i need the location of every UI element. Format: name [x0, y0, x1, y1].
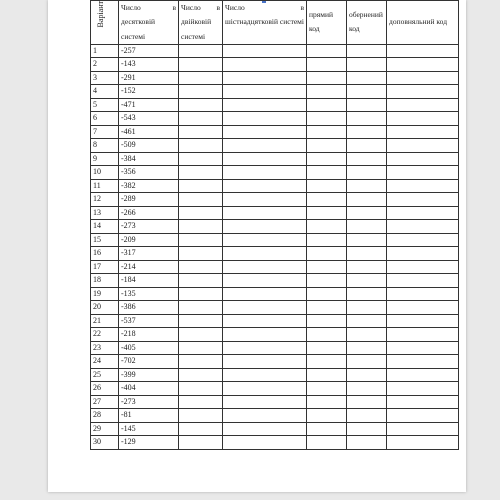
binary-value-cell[interactable] — [179, 314, 223, 328]
table-row — [91, 44, 459, 58]
binary-value-cell[interactable] — [179, 260, 223, 274]
decimal-value-cell: -386 — [119, 301, 179, 315]
decimal-value-cell: -81 — [119, 409, 179, 423]
complement-code-cell[interactable] — [387, 71, 459, 85]
decimal-value-cell: -317 — [119, 247, 179, 261]
complement-code-cell[interactable] — [387, 301, 459, 315]
hex-value-cell[interactable] — [223, 179, 307, 193]
table-body — [91, 44, 459, 449]
variant-cell: 15 — [91, 233, 119, 247]
binary-value-cell[interactable] — [179, 409, 223, 423]
binary-value-cell[interactable] — [179, 58, 223, 72]
complement-code-cell[interactable] — [387, 328, 459, 342]
decimal-value-cell: -214 — [119, 260, 179, 274]
binary-value-cell[interactable] — [179, 341, 223, 355]
direct-code-cell[interactable] — [307, 260, 347, 274]
hex-value-cell[interactable] — [223, 382, 307, 396]
table-row — [91, 395, 459, 409]
binary-value-cell[interactable] — [179, 179, 223, 193]
table-row — [91, 85, 459, 99]
decimal-value-cell: -266 — [119, 206, 179, 220]
direct-code-cell[interactable] — [307, 395, 347, 409]
complement-code-cell[interactable] — [387, 287, 459, 301]
inverse-code-cell[interactable] — [347, 125, 387, 139]
table-row — [91, 58, 459, 72]
binary-value-cell[interactable] — [179, 71, 223, 85]
variant-cell: 20 — [91, 301, 119, 315]
hex-value-cell[interactable] — [223, 206, 307, 220]
table-row — [91, 409, 459, 423]
decimal-value-cell: -143 — [119, 58, 179, 72]
complement-code-cell[interactable] — [387, 260, 459, 274]
complement-code-cell[interactable] — [387, 179, 459, 193]
decimal-value-cell: -145 — [119, 422, 179, 436]
decimal-value-cell: -461 — [119, 125, 179, 139]
hex-value-cell[interactable] — [223, 44, 307, 58]
direct-code-cell[interactable] — [307, 193, 347, 207]
header-binary-label: Число в двійковій системі — [181, 3, 220, 41]
variant-cell: 5 — [91, 98, 119, 112]
decimal-value-cell: -184 — [119, 274, 179, 288]
variant-cell: 28 — [91, 409, 119, 423]
inverse-code-cell[interactable] — [347, 206, 387, 220]
direct-code-cell[interactable] — [307, 58, 347, 72]
variant-cell: 2 — [91, 58, 119, 72]
complement-code-cell[interactable] — [387, 422, 459, 436]
variant-cell: 6 — [91, 112, 119, 126]
direct-code-cell[interactable] — [307, 139, 347, 153]
inverse-code-cell[interactable] — [347, 301, 387, 315]
inverse-code-cell[interactable] — [347, 247, 387, 261]
direct-code-cell[interactable] — [307, 112, 347, 126]
complement-code-cell[interactable] — [387, 152, 459, 166]
binary-value-cell[interactable] — [179, 422, 223, 436]
hex-value-cell[interactable] — [223, 301, 307, 315]
complement-code-cell[interactable] — [387, 112, 459, 126]
complement-code-cell[interactable] — [387, 436, 459, 450]
decimal-value-cell: -218 — [119, 328, 179, 342]
hex-value-cell[interactable] — [223, 328, 307, 342]
complement-code-cell[interactable] — [387, 247, 459, 261]
hex-value-cell[interactable] — [223, 341, 307, 355]
complement-code-cell[interactable] — [387, 193, 459, 207]
binary-value-cell[interactable] — [179, 328, 223, 342]
decimal-value-cell: -289 — [119, 193, 179, 207]
decimal-value-cell: -382 — [119, 179, 179, 193]
table-row — [91, 166, 459, 180]
hex-value-cell[interactable] — [223, 436, 307, 450]
inverse-code-cell[interactable] — [347, 328, 387, 342]
variant-cell: 12 — [91, 193, 119, 207]
header-hex-label: Число в шістнадцятковій системі — [225, 3, 304, 27]
hex-value-cell[interactable] — [223, 166, 307, 180]
binary-value-cell[interactable] — [179, 247, 223, 261]
hex-value-cell[interactable] — [223, 274, 307, 288]
header-direct-code-label: прямий код — [309, 10, 333, 34]
variant-cell: 18 — [91, 274, 119, 288]
direct-code-cell[interactable] — [307, 98, 347, 112]
inverse-code-cell[interactable] — [347, 382, 387, 396]
table-row — [91, 71, 459, 85]
variant-cell: 17 — [91, 260, 119, 274]
variant-cell: 9 — [91, 152, 119, 166]
hex-value-cell[interactable] — [223, 193, 307, 207]
binary-value-cell[interactable] — [179, 125, 223, 139]
complement-code-cell[interactable] — [387, 58, 459, 72]
inverse-code-cell[interactable] — [347, 44, 387, 58]
hex-value-cell[interactable] — [223, 98, 307, 112]
binary-value-cell[interactable] — [179, 44, 223, 58]
table-row — [91, 98, 459, 112]
decimal-value-cell: -129 — [119, 436, 179, 450]
complement-code-cell[interactable] — [387, 395, 459, 409]
variant-cell: 27 — [91, 395, 119, 409]
hex-value-cell[interactable] — [223, 409, 307, 423]
direct-code-cell[interactable] — [307, 341, 347, 355]
inverse-code-cell[interactable] — [347, 287, 387, 301]
binary-value-cell[interactable] — [179, 193, 223, 207]
inverse-code-cell[interactable] — [347, 71, 387, 85]
number-systems-table — [90, 0, 459, 450]
hex-value-cell[interactable] — [223, 71, 307, 85]
table-row — [91, 125, 459, 139]
hex-value-cell[interactable] — [223, 368, 307, 382]
inverse-code-cell[interactable] — [347, 233, 387, 247]
table-row — [91, 382, 459, 396]
decimal-value-cell: -291 — [119, 71, 179, 85]
variant-cell: 23 — [91, 341, 119, 355]
inverse-code-cell[interactable] — [347, 355, 387, 369]
table-row — [91, 233, 459, 247]
complement-code-cell[interactable] — [387, 274, 459, 288]
table-row — [91, 328, 459, 342]
variant-cell: 8 — [91, 139, 119, 153]
binary-value-cell[interactable] — [179, 287, 223, 301]
direct-code-cell[interactable] — [307, 220, 347, 234]
hex-value-cell[interactable] — [223, 58, 307, 72]
header-inverse-code-label: обернений код — [349, 10, 383, 34]
binary-value-cell[interactable] — [179, 436, 223, 450]
direct-code-cell[interactable] — [307, 71, 347, 85]
table-row — [91, 152, 459, 166]
inverse-code-cell[interactable] — [347, 409, 387, 423]
decimal-value-cell: -405 — [119, 341, 179, 355]
decimal-value-cell: -404 — [119, 382, 179, 396]
direct-code-cell[interactable] — [307, 233, 347, 247]
inverse-code-cell[interactable] — [347, 193, 387, 207]
complement-code-cell[interactable] — [387, 368, 459, 382]
decimal-value-cell: -702 — [119, 355, 179, 369]
decimal-value-cell: -152 — [119, 85, 179, 99]
complement-code-cell[interactable] — [387, 139, 459, 153]
decimal-value-cell: -257 — [119, 44, 179, 58]
variant-cell: 4 — [91, 85, 119, 99]
inverse-code-cell[interactable] — [347, 341, 387, 355]
table-row — [91, 112, 459, 126]
complement-code-cell[interactable] — [387, 382, 459, 396]
variant-cell: 14 — [91, 220, 119, 234]
variant-cell: 16 — [91, 247, 119, 261]
decimal-value-cell: -509 — [119, 139, 179, 153]
complement-code-cell[interactable] — [387, 206, 459, 220]
variant-cell: 29 — [91, 422, 119, 436]
hex-value-cell[interactable] — [223, 85, 307, 99]
hex-value-cell[interactable] — [223, 125, 307, 139]
table-header-row — [91, 1, 459, 45]
variant-cell: 11 — [91, 179, 119, 193]
binary-value-cell[interactable] — [179, 355, 223, 369]
complement-code-cell[interactable] — [387, 220, 459, 234]
inverse-code-cell[interactable] — [347, 98, 387, 112]
hex-value-cell[interactable] — [223, 112, 307, 126]
binary-value-cell[interactable] — [179, 139, 223, 153]
binary-value-cell[interactable] — [179, 206, 223, 220]
direct-code-cell[interactable] — [307, 382, 347, 396]
variant-cell: 10 — [91, 166, 119, 180]
direct-code-cell[interactable] — [307, 301, 347, 315]
hex-value-cell[interactable] — [223, 422, 307, 436]
complement-code-cell[interactable] — [387, 233, 459, 247]
inverse-code-cell[interactable] — [347, 220, 387, 234]
binary-value-cell[interactable] — [179, 166, 223, 180]
hex-value-cell[interactable] — [223, 314, 307, 328]
inverse-code-cell[interactable] — [347, 139, 387, 153]
table-row — [91, 179, 459, 193]
inverse-code-cell[interactable] — [347, 85, 387, 99]
direct-code-cell[interactable] — [307, 314, 347, 328]
binary-value-cell[interactable] — [179, 233, 223, 247]
table-row — [91, 206, 459, 220]
table-row — [91, 287, 459, 301]
hex-value-cell[interactable] — [223, 395, 307, 409]
header-binary — [179, 1, 223, 45]
variant-cell: 24 — [91, 355, 119, 369]
table-row — [91, 260, 459, 274]
table-row — [91, 355, 459, 369]
direct-code-cell[interactable] — [307, 247, 347, 261]
table-row — [91, 247, 459, 261]
decimal-value-cell: -273 — [119, 395, 179, 409]
hex-value-cell[interactable] — [223, 355, 307, 369]
table-row — [91, 368, 459, 382]
complement-code-cell[interactable] — [387, 98, 459, 112]
complement-code-cell[interactable] — [387, 314, 459, 328]
table-row — [91, 193, 459, 207]
direct-code-cell[interactable] — [307, 287, 347, 301]
header-direct-code — [307, 1, 347, 45]
direct-code-cell[interactable] — [307, 125, 347, 139]
header-hex — [223, 1, 307, 45]
header-complement-code — [387, 1, 459, 45]
variant-cell: 26 — [91, 382, 119, 396]
variant-cell: 1 — [91, 44, 119, 58]
hex-value-cell[interactable] — [223, 260, 307, 274]
direct-code-cell[interactable] — [307, 436, 347, 450]
direct-code-cell[interactable] — [307, 166, 347, 180]
direct-code-cell[interactable] — [307, 274, 347, 288]
inverse-code-cell[interactable] — [347, 314, 387, 328]
inverse-code-cell[interactable] — [347, 58, 387, 72]
binary-value-cell[interactable] — [179, 152, 223, 166]
header-decimal-label: Число в десятковій системі — [121, 3, 176, 41]
variant-cell: 3 — [91, 71, 119, 85]
decimal-value-cell: -356 — [119, 166, 179, 180]
direct-code-cell[interactable] — [307, 44, 347, 58]
decimal-value-cell: -543 — [119, 112, 179, 126]
variant-cell: 13 — [91, 206, 119, 220]
header-inverse-code — [347, 1, 387, 45]
complement-code-cell[interactable] — [387, 44, 459, 58]
hex-value-cell[interactable] — [223, 287, 307, 301]
complement-code-cell[interactable] — [387, 341, 459, 355]
variant-cell: 22 — [91, 328, 119, 342]
complement-code-cell[interactable] — [387, 85, 459, 99]
table-row — [91, 274, 459, 288]
inverse-code-cell[interactable] — [347, 368, 387, 382]
decimal-value-cell: -209 — [119, 233, 179, 247]
hex-value-cell[interactable] — [223, 220, 307, 234]
hex-value-cell[interactable] — [223, 233, 307, 247]
table-row — [91, 422, 459, 436]
inverse-code-cell[interactable] — [347, 274, 387, 288]
hex-value-cell[interactable] — [223, 247, 307, 261]
complement-code-cell[interactable] — [387, 355, 459, 369]
hex-value-cell[interactable] — [223, 139, 307, 153]
inverse-code-cell[interactable] — [347, 152, 387, 166]
variant-cell: 21 — [91, 314, 119, 328]
decimal-value-cell: -399 — [119, 368, 179, 382]
variant-cell: 30 — [91, 436, 119, 450]
direct-code-cell[interactable] — [307, 206, 347, 220]
direct-code-cell[interactable] — [307, 152, 347, 166]
inverse-code-cell[interactable] — [347, 179, 387, 193]
decimal-value-cell: -135 — [119, 287, 179, 301]
table-row — [91, 139, 459, 153]
header-complement-code-label: доповняльний код — [389, 17, 448, 27]
inverse-code-cell[interactable] — [347, 112, 387, 126]
direct-code-cell[interactable] — [307, 179, 347, 193]
inverse-code-cell[interactable] — [347, 422, 387, 436]
decimal-value-cell: -384 — [119, 152, 179, 166]
direct-code-cell[interactable] — [307, 409, 347, 423]
binary-value-cell[interactable] — [179, 98, 223, 112]
complement-code-cell[interactable] — [387, 409, 459, 423]
table-row — [91, 301, 459, 315]
header-decimal — [119, 1, 179, 45]
binary-value-cell[interactable] — [179, 85, 223, 99]
inverse-code-cell[interactable] — [347, 260, 387, 274]
decimal-value-cell: -273 — [119, 220, 179, 234]
header-variant — [91, 1, 119, 45]
table-row — [91, 436, 459, 450]
complement-code-cell[interactable] — [387, 166, 459, 180]
inverse-code-cell[interactable] — [347, 436, 387, 450]
binary-value-cell[interactable] — [179, 112, 223, 126]
hex-value-cell[interactable] — [223, 152, 307, 166]
variant-cell: 7 — [91, 125, 119, 139]
table-row — [91, 341, 459, 355]
variant-cell: 25 — [91, 368, 119, 382]
binary-value-cell[interactable] — [179, 220, 223, 234]
table-row — [91, 314, 459, 328]
document-page — [48, 0, 466, 492]
complement-code-cell[interactable] — [387, 125, 459, 139]
binary-value-cell[interactable] — [179, 301, 223, 315]
decimal-value-cell: -471 — [119, 98, 179, 112]
direct-code-cell[interactable] — [307, 328, 347, 342]
table-row — [91, 220, 459, 234]
binary-value-cell[interactable] — [179, 368, 223, 382]
direct-code-cell[interactable] — [307, 355, 347, 369]
variant-cell: 19 — [91, 287, 119, 301]
direct-code-cell[interactable] — [307, 85, 347, 99]
binary-value-cell[interactable] — [179, 382, 223, 396]
direct-code-cell[interactable] — [307, 368, 347, 382]
decimal-value-cell: -537 — [119, 314, 179, 328]
direct-code-cell[interactable] — [307, 422, 347, 436]
binary-value-cell[interactable] — [179, 395, 223, 409]
inverse-code-cell[interactable] — [347, 166, 387, 180]
header-variant-label: Варіант — [96, 1, 105, 28]
binary-value-cell[interactable] — [179, 274, 223, 288]
inverse-code-cell[interactable] — [347, 395, 387, 409]
